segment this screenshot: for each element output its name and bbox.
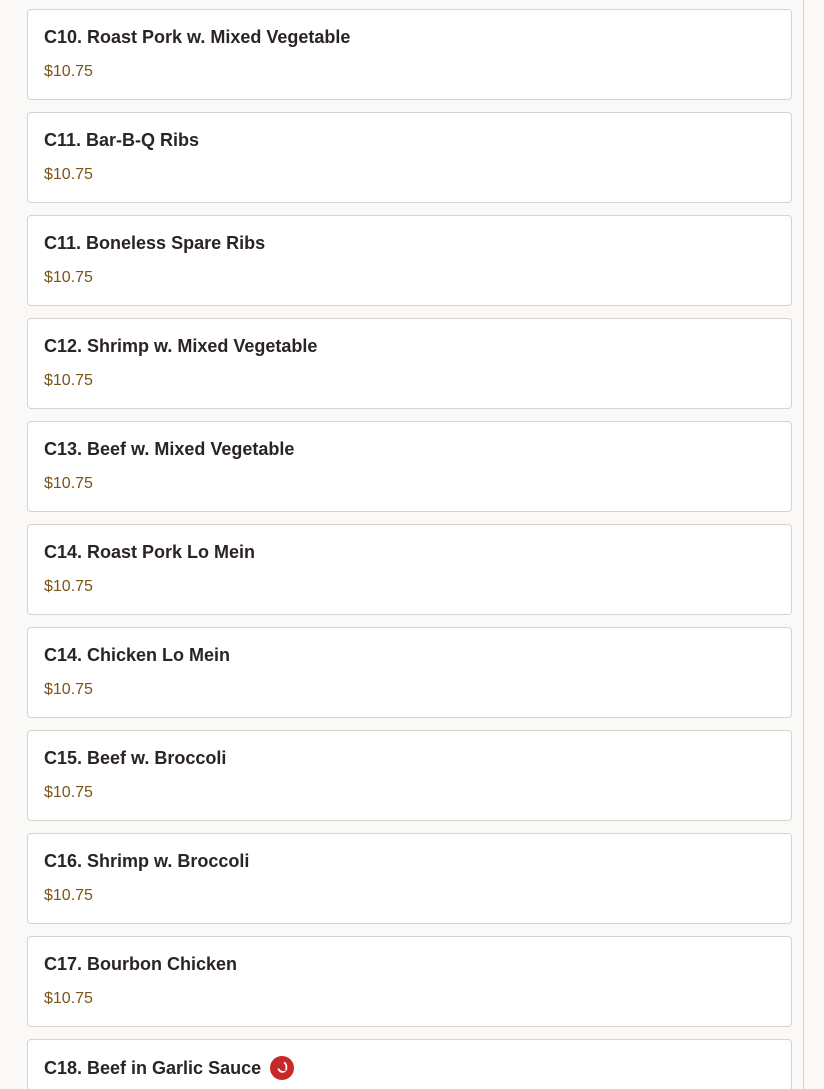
menu-item-name: C14. Chicken Lo Mein <box>44 645 231 665</box>
menu-item-card[interactable] <box>27 215 792 306</box>
menu-item-card[interactable] <box>27 9 792 100</box>
menu-item-name: C16. Shrimp w. Broccoli <box>44 851 250 871</box>
menu-item-card[interactable] <box>27 730 792 821</box>
menu-item-card[interactable] <box>27 1039 792 1089</box>
menu-item-price: $10.75 <box>44 475 93 492</box>
menu-item-price: $10.75 <box>44 887 93 904</box>
menu-item-card[interactable] <box>27 936 792 1027</box>
menu-item-name: C17. Bourbon Chicken <box>44 954 238 974</box>
menu-item-name: C18. Beef in Garlic Sauce <box>44 1058 262 1078</box>
menu-item-price: $10.75 <box>44 784 93 801</box>
menu-item-price: $10.75 <box>44 681 93 698</box>
menu-item-name: C13. Beef w. Mixed Vegetable <box>44 439 295 459</box>
menu-item-price: $10.75 <box>44 990 93 1007</box>
hot-pepper-icon <box>270 1056 294 1080</box>
menu-item-price: $10.75 <box>44 166 93 183</box>
menu-item-name: C10. Roast Pork w. Mixed Vegetable <box>44 27 351 47</box>
menu-item-card[interactable] <box>27 318 792 409</box>
menu-item-name: C12. Shrimp w. Mixed Vegetable <box>44 336 318 356</box>
menu-item-name-row <box>44 1056 294 1080</box>
menu-item-card[interactable] <box>27 833 792 924</box>
menu-item-card[interactable] <box>27 524 792 615</box>
menu-item-card[interactable] <box>27 112 792 203</box>
menu-item-price: $10.75 <box>44 578 93 595</box>
menu-item-name: C11. Boneless Spare Ribs <box>44 233 266 253</box>
menu-item-name: C11. Bar-B-Q Ribs <box>44 130 200 150</box>
menu-item-price: $10.75 <box>44 269 93 286</box>
menu-item-card[interactable] <box>27 627 792 718</box>
menu-item-name: C15. Beef w. Broccoli <box>44 748 227 768</box>
menu-item-price: $10.75 <box>44 63 93 80</box>
menu-item-card[interactable] <box>27 421 792 512</box>
menu-item-name: C14. Roast Pork Lo Mein <box>44 542 256 562</box>
menu-item-price: $10.75 <box>44 372 93 389</box>
menu-item-list <box>27 9 792 1089</box>
page-edge-divider <box>803 0 804 1089</box>
